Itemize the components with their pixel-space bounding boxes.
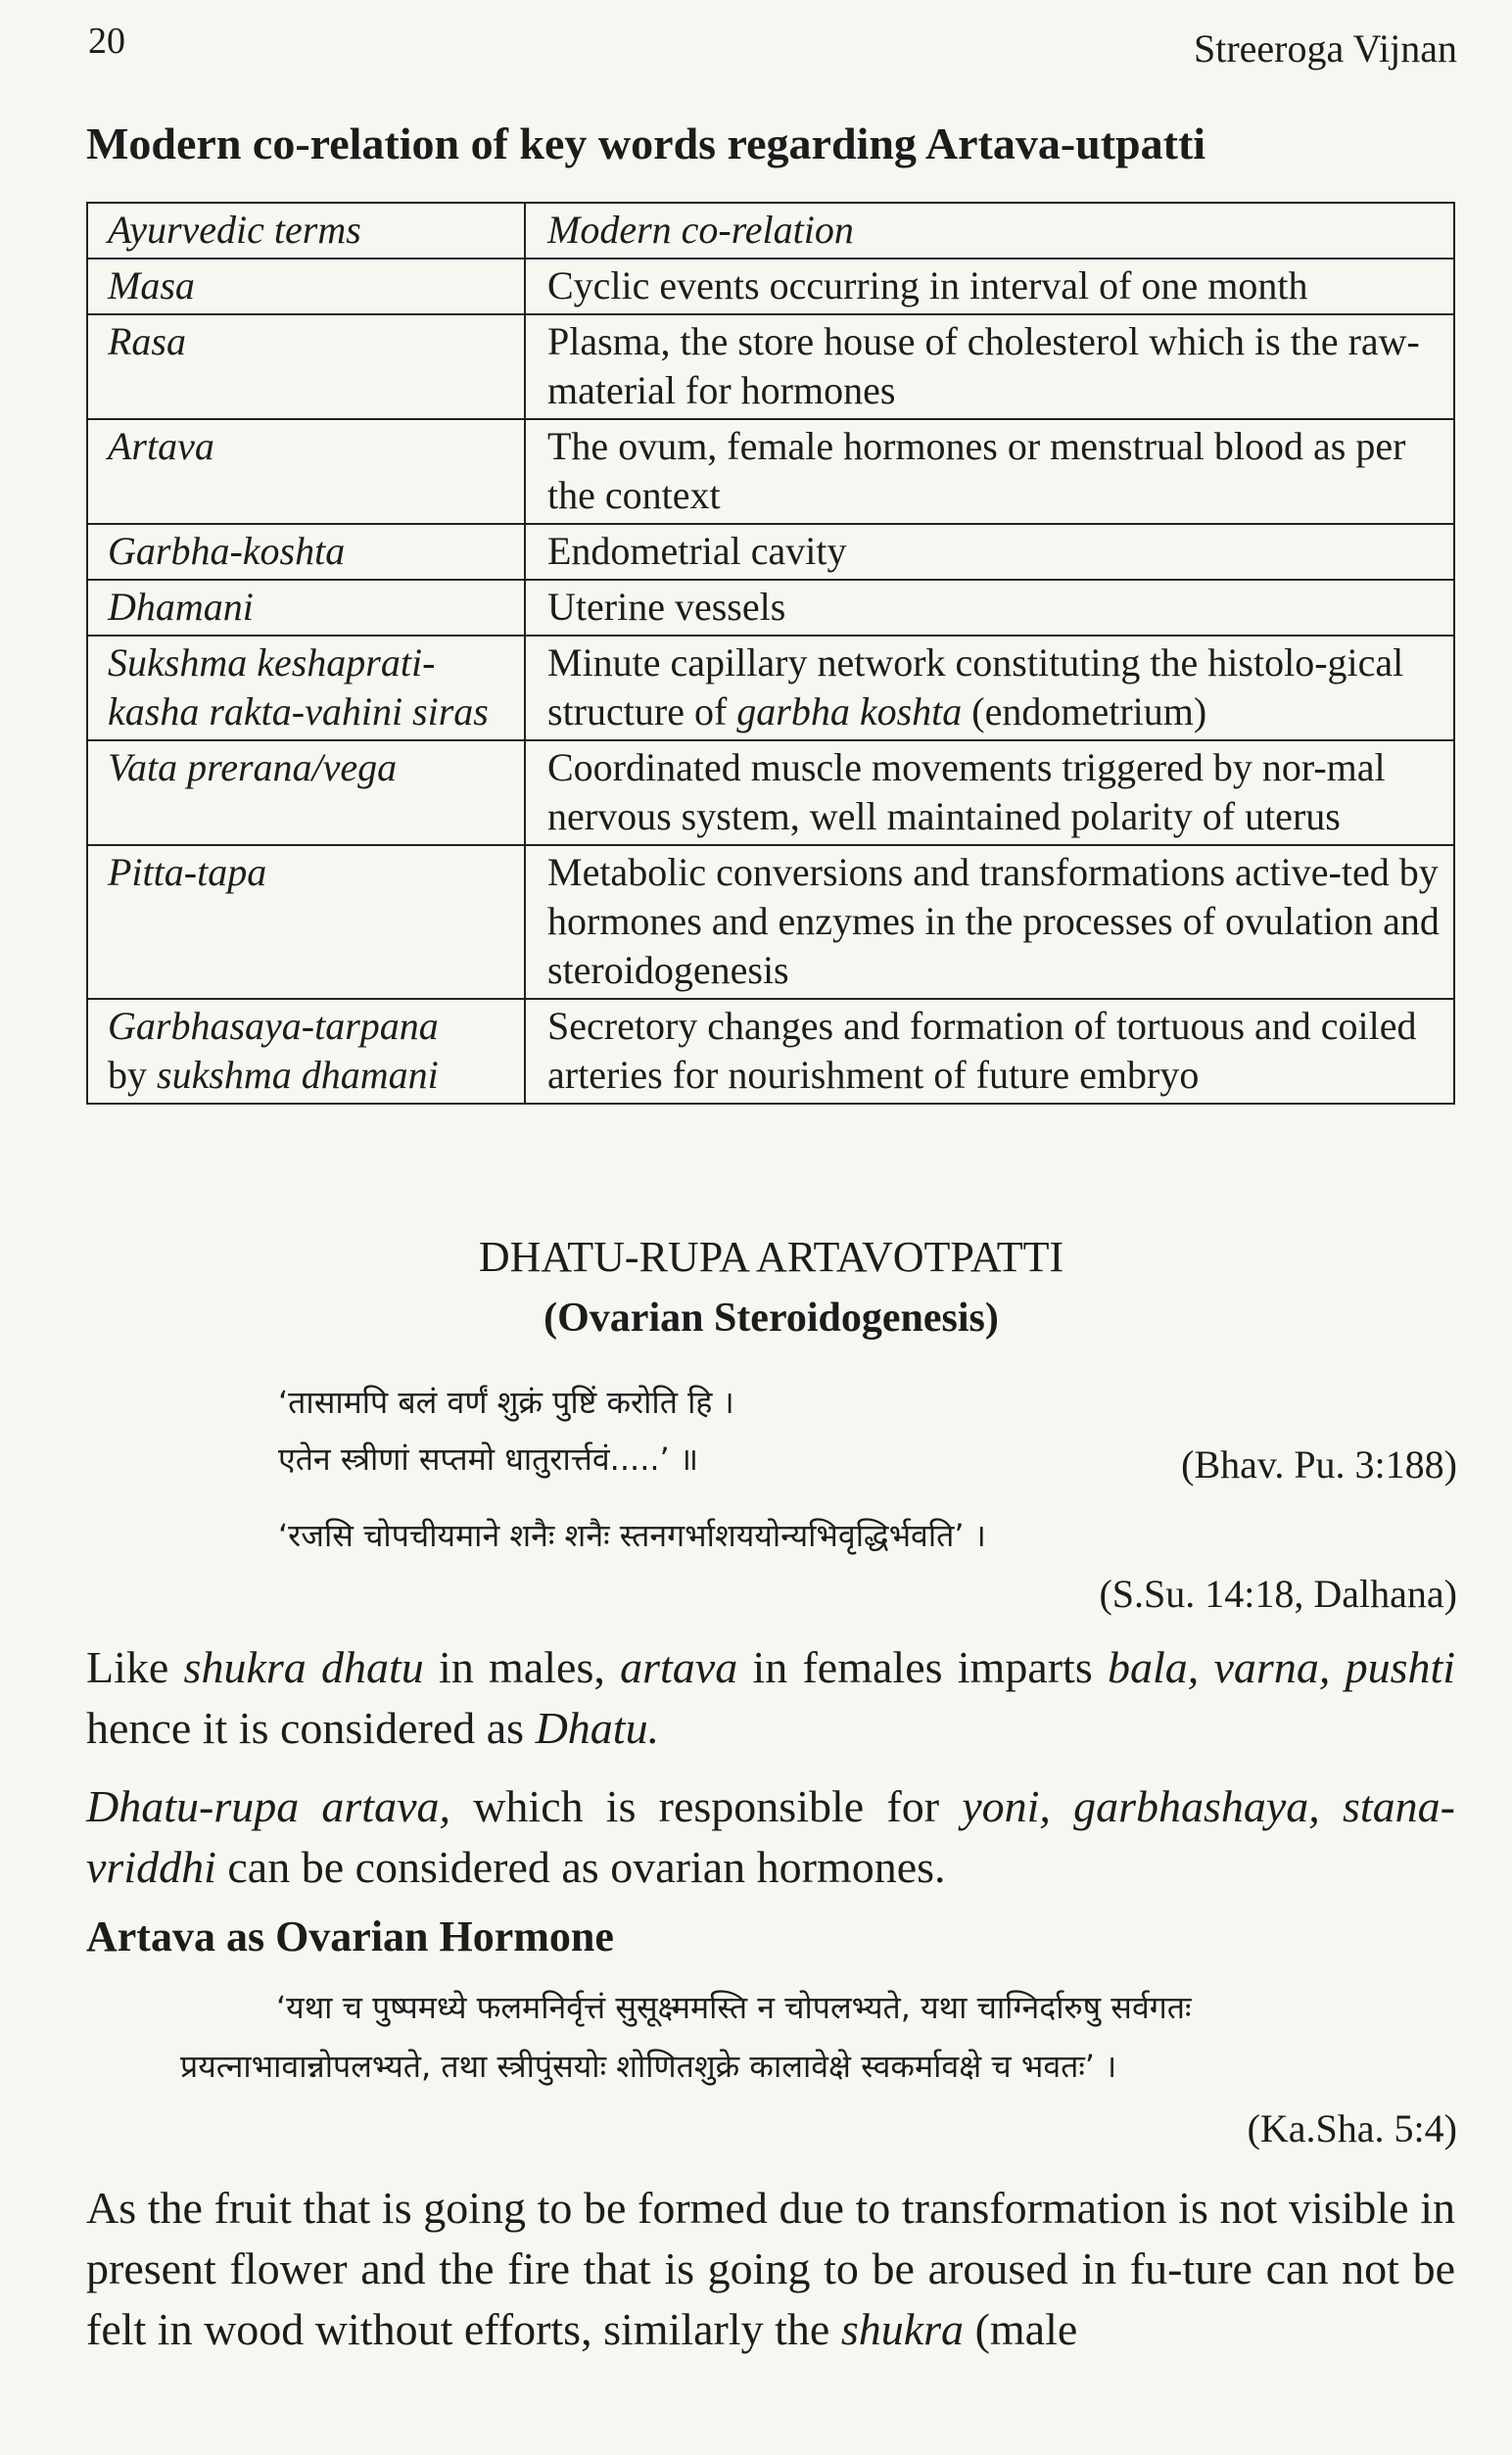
italic-term: shukra dhatu <box>183 1642 424 1692</box>
term-text: sukshma dhamani <box>157 1053 439 1097</box>
correlation-table <box>86 202 1455 1105</box>
paragraph-text: in males, <box>423 1642 621 1692</box>
dhatu-title: DHATU-RUPA ARTAVOTPATTI <box>478 1233 1064 1281</box>
page-number: 20 <box>88 21 125 62</box>
table-header-row <box>87 203 1454 259</box>
table-row <box>87 845 1454 999</box>
modern-correlation: Endometrial cavity <box>525 524 1454 580</box>
verse-citation: (Ka.Sha. 5:4) <box>1247 2106 1457 2150</box>
ayurvedic-term: Garbha-koshta <box>87 524 525 580</box>
verse-citation: (S.Su. 14:18, Dalhana) <box>1099 1572 1457 1616</box>
modern-correlation: Coordinated muscle movements triggered by nor-mal nervous system, well maintained polarity of uterus <box>525 740 1454 845</box>
table-row <box>87 740 1454 845</box>
ayurvedic-term: Pitta-tapa <box>87 845 525 999</box>
ayurvedic-term: Masa <box>87 259 525 314</box>
modern-correlation: Cyclic events occurring in interval of one month <box>525 259 1454 314</box>
modern-correlation: Uterine vessels <box>525 580 1454 636</box>
paragraph-text: can be considered as ovarian hormones. <box>215 1842 946 1892</box>
column-header-modern: Modern co-relation <box>525 203 1454 259</box>
verse-line: प्रयत्नाभावान्नोपलभ्यते, तथा स्त्रीपुंसयोः शोणितशुक्रे कालावेक्षे स्वकर्मावक्षे च भवतः’ । <box>180 2048 1117 2085</box>
paragraph-text: hence it is considered as <box>86 1703 536 1753</box>
table-row <box>87 999 1454 1104</box>
italic-term: yoni, garbhashaya, stana-vriddhi <box>86 1781 1455 1892</box>
paragraph-text: which is responsible for <box>450 1781 963 1831</box>
italic-term: Dhatu-rupa artava, <box>86 1781 451 1831</box>
ayurvedic-term: Vata prerana/vega <box>87 740 525 845</box>
verse-line: ‘यथा च पुष्पमध्ये फलमनिर्वृत्तं सुसूक्ष्ममस्ति न चोपलभ्यते, यथा चाग्निर्दारुषु सर्वगतः <box>276 1989 1192 2026</box>
verse-line: एतेन स्त्रीणां सप्तमो धातुरार्त्तवं.....’ ॥ <box>278 1440 699 1478</box>
table-row <box>87 259 1454 314</box>
dhatu-subtitle: (Ovarian Steroidogenesis) <box>543 1296 999 1341</box>
sub-heading: Artava as Ovarian Hormone <box>86 1912 614 1960</box>
italic-term: bala, varna, pushti <box>1107 1642 1456 1692</box>
paragraph-text: As the fruit that is going to be formed due to transformation is not visible in present flower and the fire that is going to be aroused in fu-ture can not be felt in wood without efforts, similarly the <box>86 2183 1455 2354</box>
modern-correlation: Secretory changes and formation of tortuous and coiled arteries for nourishment of future embryo <box>525 999 1454 1104</box>
verse-citation: (Bhav. Pu. 3:188) <box>1181 1442 1457 1487</box>
italic-term: shukra <box>840 2304 965 2354</box>
modern-term-italic: garbha koshta <box>736 689 963 733</box>
section-heading: Modern co-relation of key words regarding Artava-utpatti <box>86 118 1206 168</box>
ayurvedic-term: Dhamani <box>87 580 525 636</box>
verse-line: ‘रजसि चोपचीयमाने शनैः शनैः स्तनगर्भाशययोन्यभिवृद्धिर्भवति’ । <box>278 1517 986 1554</box>
italic-term: Dhatu. <box>535 1703 660 1753</box>
modern-text: Minute capillary network constituting the histolo-gical structure of <box>547 640 1404 733</box>
table-row <box>87 580 1454 636</box>
table-row <box>87 314 1454 419</box>
paragraph-text: in females imparts <box>737 1642 1108 1692</box>
modern-correlation: Metabolic conversions and transformations active-ted by hormones and enzymes in the processes of ovulation and steroidogenesis <box>525 845 1454 999</box>
paragraph <box>86 2178 1455 2360</box>
ayurvedic-term: Sukshma keshaprati-kasha rakta-vahini siras <box>87 636 525 740</box>
paragraph <box>86 1637 1455 1759</box>
ayurvedic-term: Rasa <box>87 314 525 419</box>
table-row <box>87 419 1454 524</box>
modern-correlation <box>525 636 1454 740</box>
paragraph-text: Like <box>86 1642 184 1692</box>
verse-line: ‘तासामपि बलं वर्णं शुक्रं पुष्टिं करोति हि । <box>278 1384 734 1421</box>
modern-correlation: The ovum, female hormones or menstrual blood as per the context <box>525 419 1454 524</box>
ayurvedic-term: Artava <box>87 419 525 524</box>
term-text-upright: by <box>108 1053 147 1097</box>
column-header-ayurvedic: Ayurvedic terms <box>87 203 525 259</box>
running-title: Streeroga Vijnan <box>1193 26 1457 71</box>
ayurvedic-term <box>87 999 525 1104</box>
modern-text: (endometrium) <box>962 689 1207 733</box>
paragraph <box>86 1776 1455 1898</box>
term-text: Garbhasaya-tarpana <box>108 1004 439 1048</box>
paragraph-text: (male <box>964 2304 1078 2354</box>
italic-term: artava <box>620 1642 738 1692</box>
table-row <box>87 524 1454 580</box>
table-row <box>87 636 1454 740</box>
modern-correlation: Plasma, the store house of cholesterol which is the raw-material for hormones <box>525 314 1454 419</box>
